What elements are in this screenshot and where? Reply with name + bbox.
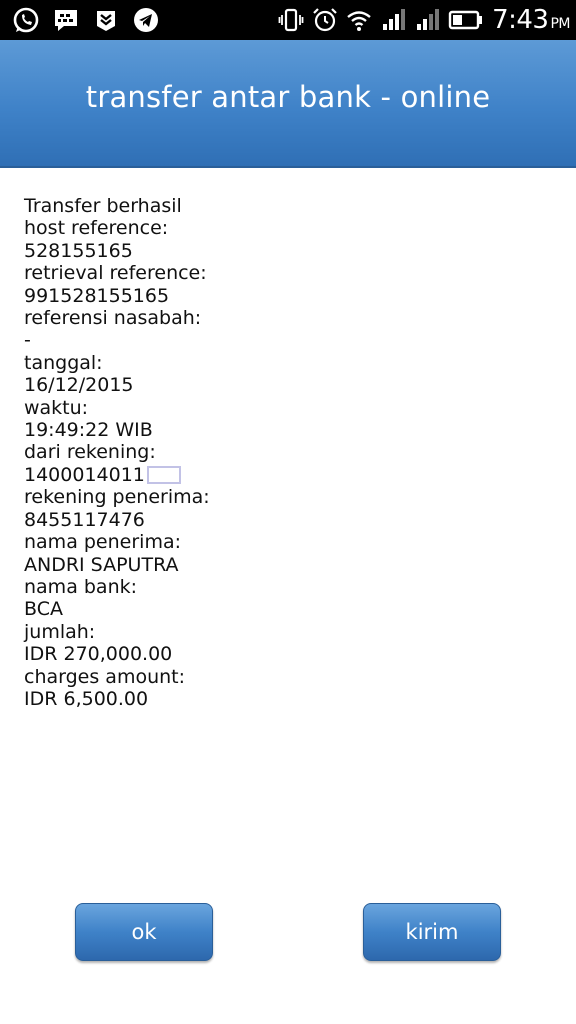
transfer-receipt (24, 195, 544, 710)
recipient-account-value: 8455117476 (24, 508, 145, 531)
customer-reference-value: - (24, 329, 31, 352)
battery-icon (448, 7, 484, 33)
recipient-name-value: ANDRI SAPUTRA (24, 553, 179, 576)
bank-name-label: nama bank: (24, 575, 138, 598)
notification-icons (12, 6, 160, 34)
app-header (0, 40, 576, 168)
clock-ampm: PM (550, 16, 570, 32)
ok-button[interactable]: ok (75, 903, 213, 961)
status-bar (0, 0, 576, 40)
bbm-icon (52, 6, 80, 34)
date-value: 16/12/2015 (24, 374, 134, 397)
signal-2-icon (414, 7, 440, 33)
alarm-icon (312, 7, 338, 33)
whatsapp-icon (12, 6, 40, 34)
kirim-button[interactable]: kirim (363, 903, 501, 961)
amount-label: jumlah: (24, 620, 96, 643)
from-account-label: dari rekening: (24, 441, 156, 464)
page-title: transfer antar bank - online (85, 80, 491, 114)
date-label: tanggal: (24, 351, 103, 374)
bank-name-value: BCA (24, 598, 63, 621)
charges-value: IDR 6,500.00 (24, 687, 149, 710)
recipient-account-label: rekening penerima: (24, 486, 210, 509)
time-label: waktu: (24, 396, 89, 419)
retrieval-reference-value: 991528155165 (24, 284, 170, 307)
telegram-icon (132, 6, 160, 34)
charges-label: charges amount: (24, 665, 186, 688)
customer-reference-label: referensi nasabah: (24, 307, 202, 330)
retrieval-reference-label: retrieval reference: (24, 262, 207, 285)
host-reference-label: host reference: (24, 217, 169, 240)
status-clock (492, 5, 570, 35)
wifi-icon (346, 7, 372, 33)
time-value: 19:49:22 WIB (24, 419, 153, 442)
clock-time: 7:43 (492, 5, 549, 35)
amount-value: IDR 270,000.00 (24, 643, 173, 666)
vibrate-icon (278, 7, 304, 33)
inbox-down-icon (92, 6, 120, 34)
from-account-value: 1400014011 (24, 463, 145, 486)
signal-icon (380, 7, 406, 33)
redaction-box (147, 466, 181, 484)
system-icons (278, 4, 570, 36)
host-reference-value: 528155165 (24, 239, 133, 262)
recipient-name-label: nama penerima: (24, 531, 182, 554)
transfer-status: Transfer berhasil (24, 195, 182, 217)
from-account-row (24, 464, 544, 486)
